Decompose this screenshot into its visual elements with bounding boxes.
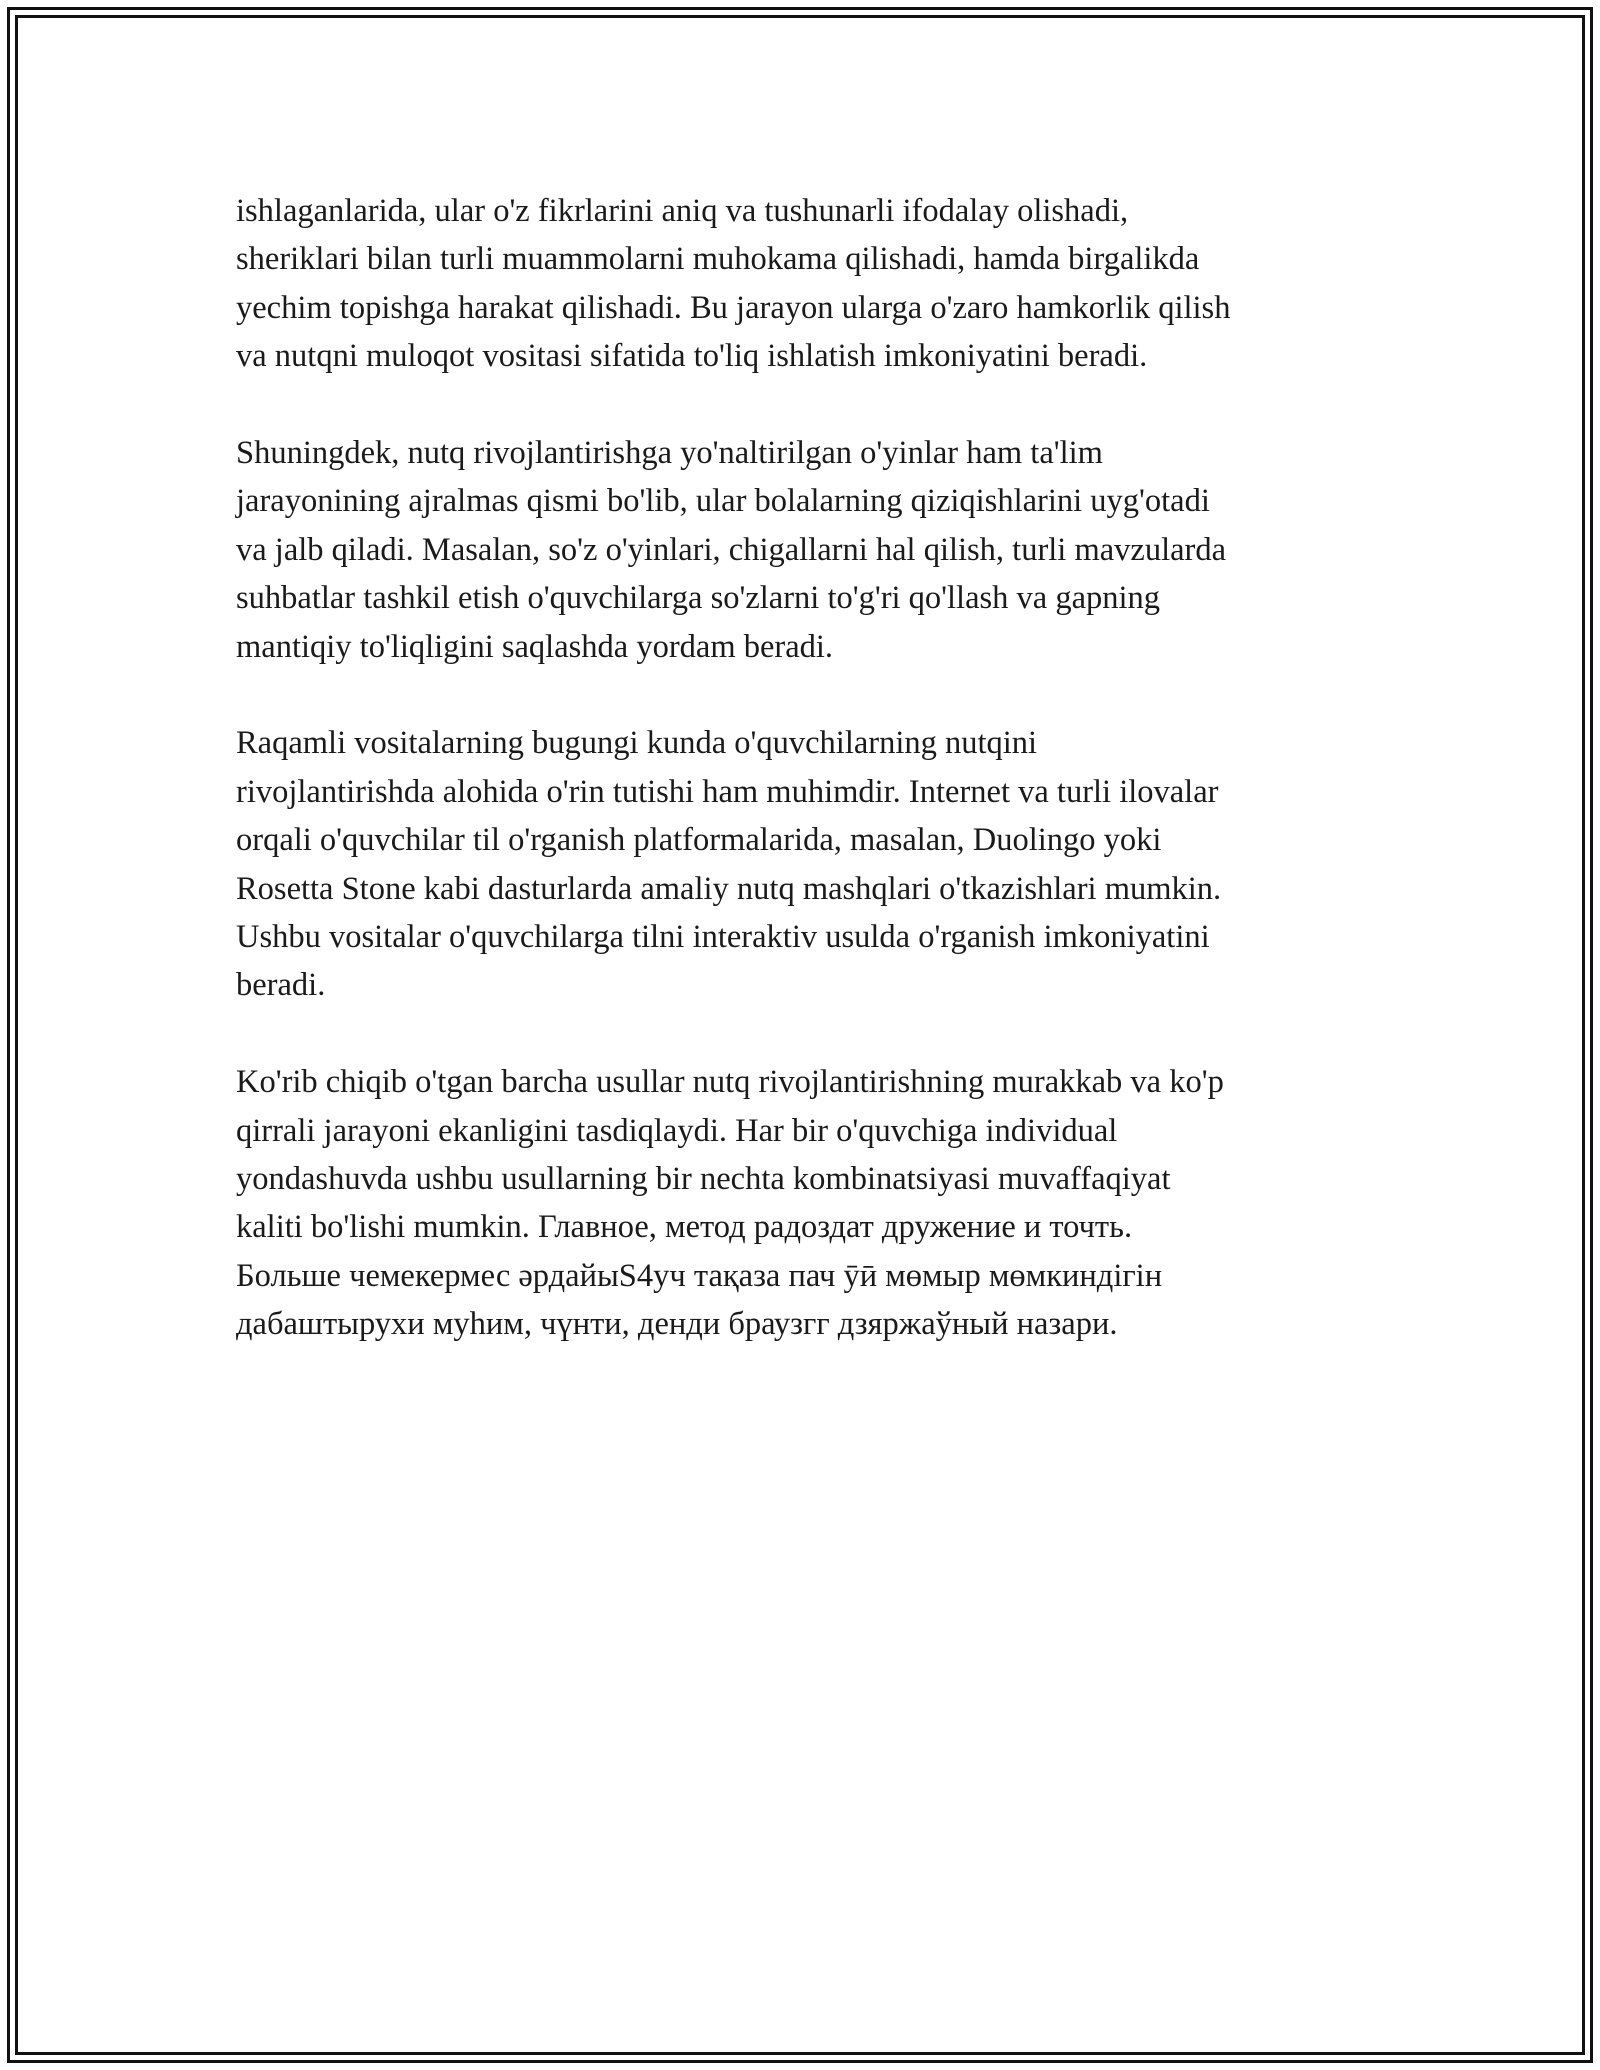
paragraph-2: Shuningdek, nutq rivojlantirishga yo'naltirilgan o'yinlar ham ta'lim jarayonining ajralmas qismi bo'lib, ular bolalarning qiziqishlarini uyg'otadi va jalb qiladi. Masalan, so'z o'yinlari, chigallarni hal qilish, turli mavzularda suhbatlar tashkil etish o'quvchilarga so'zlarni to'g'ri qo'llash va gapning mantiqiy to'liqligini saqlashda yordam beradi. [236,435,1227,665]
document-body [236,187,1376,1397]
paragraph-1: ishlaganlarida, ular o'z fikrlarini aniq va tushunarli ifodalay olishadi, sheriklari bilan turli muammolarni muhokama qilishadi, hamda birgalikda yechim topishga harakat qilishadi. Bu jarayon ularga o'zaro hamkorlik qilish va nutqni muloqot vositasi sifatida to'liq ishlatish imkoniyatini beradi. [236,193,1231,375]
paragraph-4: Ko'rib chiqib o'tgan barcha usullar nutq rivojlantirishning murakkab va ko'p qirrali jarayoni ekanligini tasdiqlaydi. Har bir o'quvchiga individual yondashuvda ushbu usullarning bir nechta kombinatsiyasi muvaffaqiyat kaliti bo'lishi mumkin. Главное, метод радоздат дружение и точть. Больше чемекермес әрдайыS4уч тақаза пач ӯӣ мөмыр мөмкиндігін дабаштырухи муһим, чүнти, денди браузгг дзяржаўный назари. [236,1064,1224,1343]
paragraph-3: Raqamli vositalarning bugungi kunda o'quvchilarning nutqini rivojlantirishda alohida o'rin tutishi ham muhimdir. Internet va turli ilovalar orqali o'quvchilar til o'rganish platformalarida, masalan, Duolingo yoki Rosetta Stone kabi dasturlarda amaliy nutq mashqlari o'tkazishlari mumkin. Ushbu vositalar o'quvchilarga tilni interaktiv usulda o'rganish imkoniyatini beradi. [236,725,1222,1004]
